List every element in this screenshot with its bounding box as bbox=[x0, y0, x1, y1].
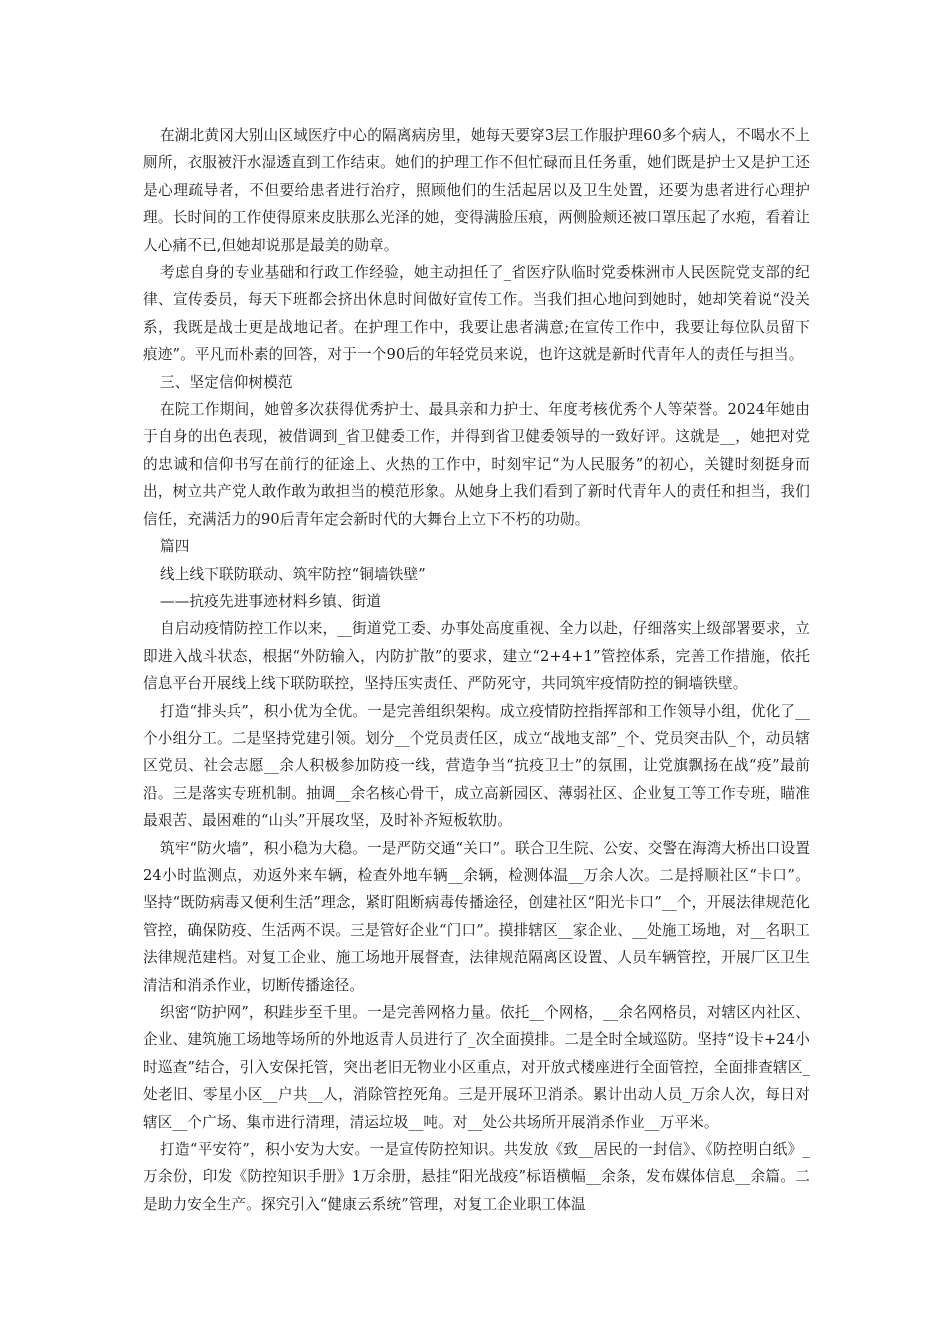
paragraph-nurse-isolation-ward: 在湖北黄冈大别山区域医疗中心的隔离病房里，她每天要穿3层工作服护理60多个病人，不喝水不上厕所，衣服被汗水湿透直到工作结束。她们的护理工作不但忙碌而且任务重，她们既是护士又是护工还是心理疏导者，不但要给患者进行治疗，照顾他们的生活起居以及卫生处置，还要为患者进行心理护理。长时间的工作使得原来皮肤那么光泽的她，变得满脸压痕，两侧脸颊还被口罩压起了水疱，看着让人心痛不已,但她却说那是最美的勋章。 bbox=[143, 127, 810, 254]
paragraph-safety-charm: 打造“平安符”，积小安为大安。一是宣传防控知识。共发放《致__居民的一封信》、《防控明白纸》_万余份，印发《防控知识手册》1万余册，悬挂“阳光战疫”标语横幅__余条，发布媒体信息__余篇。二是助力安全生产。探究引入“健康云系统”管理，对复工企业职工体温 bbox=[143, 1141, 810, 1213]
article-title: 线上线下联防联动、筑牢防控“铜墙铁壁” bbox=[160, 565, 426, 583]
paragraph-publicity-committee: 考虑自身的专业基础和行政工作经验，她主动担任了_省医疗队临时党委株洲市人民医院党支部的纪律、宣传委员，每天下班都会挤出休息时间做好宣传工作。当我们担心地问到她时，她却笑着说“没关系，我既是战士更是战地记者。在护理工作中，我要让患者满意;在宣传工作中，我要让每位队员留下痕迹”。平凡而朴素的回答，对于一个90后的年轻党员来说，也许这就是新时代青年人的责任与担当。 bbox=[143, 264, 810, 364]
paragraph-firewall: 筑牢“防火墙”，积小稳为大稳。一是严防交通“关口”。联合卫生院、公安、交警在海湾大桥出口设置24小时监测点，劝返外来车辆，检查外地车辆__余辆，检测体温__万余人次。二是捋顺社区“卡口”。坚持“既防病毒又便利生活”理念，紧盯阻断病毒传播途径，创建社区“阳光卡口”__个，开展法律规范化管控，确保防疫、生活两不误。三是管好企业“门口”。摸排辖区__家企业、__处施工场地，对__名职工法律规范建档。对复工企业、施工场地开展督查，法律规范隔离区设置、人员车辆管控，开展厂区卫生清洁和消杀作业，切断传播途径。 bbox=[143, 839, 810, 994]
paragraph-vanguard: 打造“排头兵”，积小优为全优。一是完善组织架构。成立疫情防控指挥部和工作领导小组，优化了__个小组分工。二是坚持党建引领。划分__个党员责任区，成立“战地支部”_个、党员突击队_个，动员辖区党员、社会志愿__余人积极参加防疫一线，营造争当“抗疫卫士”的氛围，让党旗飘扬在战“疫”最前沿。三是落实专班机制。抽调__余名核心骨干，成立高新园区、薄弱社区、企业复工等工作专班，瞄准最艰苦、最困难的“山头”开展攻坚，及时补齐短板软肋。 bbox=[143, 702, 810, 830]
paragraph-honors: 在院工作期间，她曾多次获得优秀护士、最具亲和力护士、年度考核优秀个人等荣誉。2024年她由于自身的出色表现，被借调到_省卫健委工作，并得到省卫健委领导的一致好评。这就是__，她把对党的忠诚和信仰书写在前行的征途上、火热的工作中，时刻牢记“为人民服务”的初心，关键时刻挺身而出，树立共产党人敢作敢为敢担当的模范形象。从她身上我们看到了新时代青年人的责任和担当，我们信任，充满活力的90后青年定会新时代的大舞台上立下不朽的功勋。 bbox=[143, 401, 810, 528]
section-heading-faith-model: 三、坚定信仰树模范 bbox=[160, 373, 293, 391]
paragraph-protection-net: 织密“防护网”，积跬步至千里。一是完善网格力量。依托__个网格，__余名网格员，对辖区内社区、企业、建筑施工场地等场所的外地返青人员进行了_次全面摸排。二是全时全域巡防。坚持“设卡+24小时巡查”结合，引入安保托管，突出老旧无物业小区重点，对开放式楼座进行全面管控，全面排查辖区_处老旧、零星小区__户共__人，消除管控死角。三是开展环卫消杀。累计出动人员_万余人次，每日对辖区__个广场、集市进行清理，清运垃圾__吨。对__处公共场所开展消杀作业__万平米。 bbox=[143, 1004, 810, 1131]
article-subtitle: ——抗疫先进事迹材料乡镇、街道 bbox=[160, 592, 382, 610]
document-page bbox=[143, 122, 810, 1218]
paragraph-intro-joint-control: 自启动疫情防控工作以来，__街道党工委、办事处高度重视、全力以赴，仔细落实上级部署要求，立即进入战斗状态，根据“外防输入，内防扩散”的要求，建立“2+4+1”管控体系，完善工作措施，依托信息平台开展线上线下联防联控，坚持压实责任、严防死守，共同筑牢疫情防控的铜墙铁壁。 bbox=[143, 620, 810, 693]
chapter-label-part-four: 篇四 bbox=[160, 538, 190, 556]
